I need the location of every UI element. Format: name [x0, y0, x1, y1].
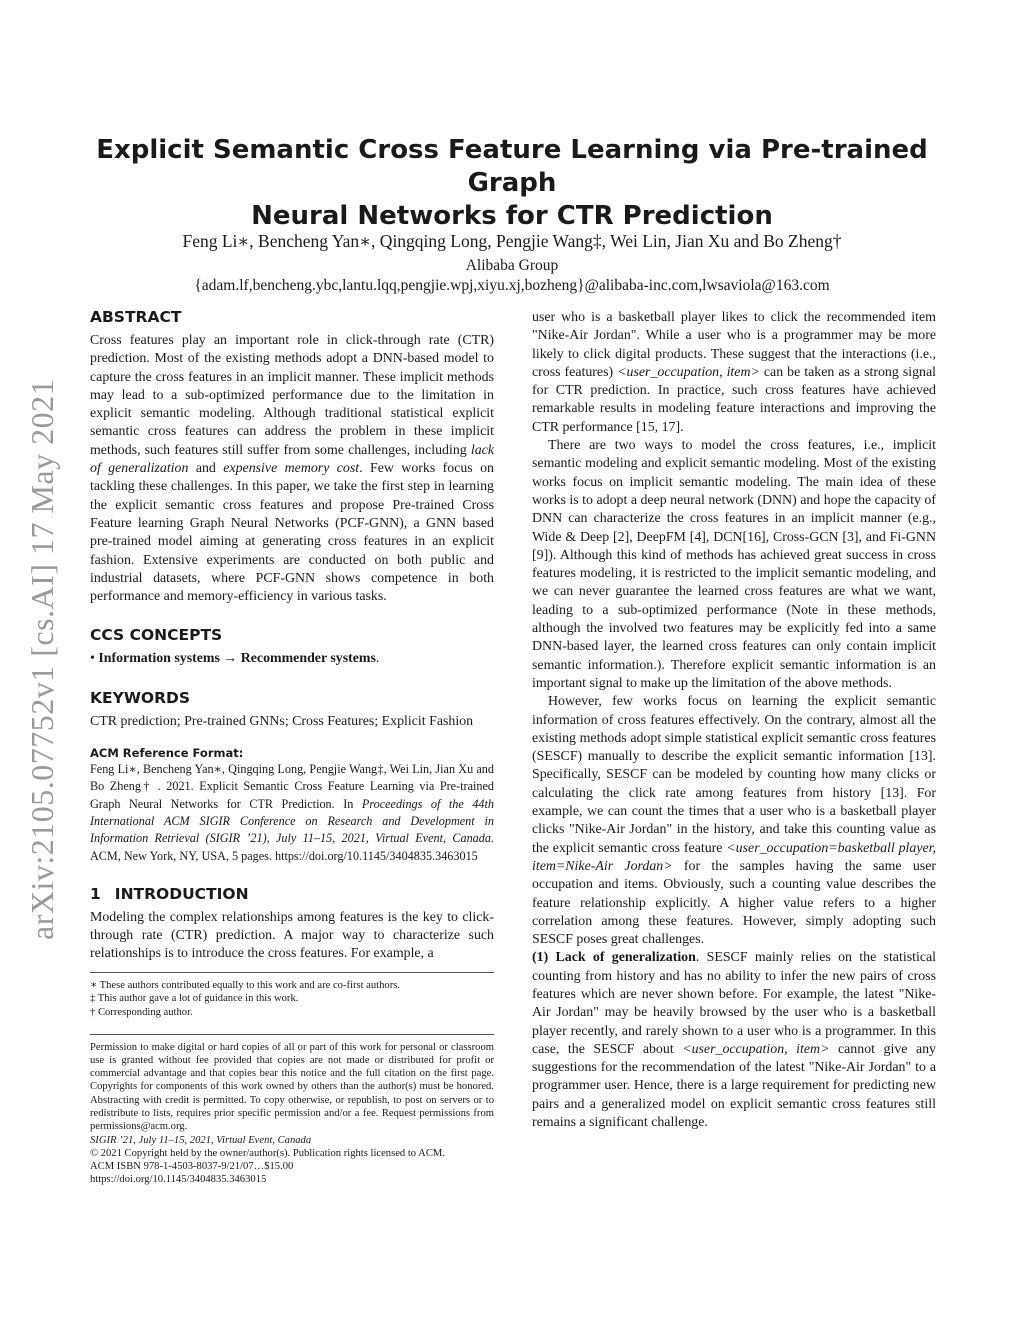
keywords-heading: KEYWORDS [90, 688, 191, 707]
intro-continued-paragraph [532, 309, 936, 437]
section-number: 1 [90, 884, 101, 903]
intro-cont-part-1: user who is a basketball player likes to click the recommended item "Nike-Air Jordan". While a user who is a programmer may be more likely to click digital products. These suggest that the interactions (i.e., cross features) [532, 310, 936, 380]
sescf-paragraph [532, 693, 936, 949]
footnote-co-first: ∗ These authors contributed equally to this work and are co-first authors. [90, 979, 401, 991]
permission-notice: Permission to make digital or hard copies of all or part of this work for personal or classroom use is granted without fee provided that copies are not made or distributed for profit or commercial advantage and that copies bear this notice and the full citation on the first page. Copyrights for components of this work owned by others than the author(s) must be honored. Abstracting with credit is permitted. To copy otherwise, or republish, to post on servers or to redistribute to lists, requires prior specific permission and/or a fee. Request permissions from permissions@acm.org. [90, 1041, 494, 1133]
abstract-emphasis-2: expensive memory cost [223, 461, 360, 477]
ccs-heading: CCS CONCEPTS [90, 626, 223, 645]
acm-reference-heading: ACM Reference Format: [90, 746, 244, 761]
generalization-part-2: cannot give any suggestions for the recommendation of the latest "Nike-Air Jordan" to a programmer user. Hence, there is a large requirement for predicting new pairs and a generalized model on explicit semantic cross features still remains a significant challenge. [532, 1041, 936, 1131]
lack-of-generalization-paragraph [532, 949, 936, 1132]
affiliation: Alibaba Group [465, 257, 559, 274]
ccs-item-1: Information systems [98, 651, 220, 667]
author-list: Feng Li∗, Bencheng Yan∗, Qingqing Long, Pengjie Wang‡, Wei Lin, Jian Xu and Bo Zheng† [182, 231, 842, 251]
abstract-part-2: . Few works focus on tackling these challenges. In this paper, we take the first step in learning the explicit semantic cross features and propose Pre-trained Cross Feature learning Graph Neural Networks (PCF-GNN), a GNN based pre-trained model aiming at generating cross features in an explicit fashion. Extensive experiments are conducted on both public and industrial datasets, where PCF-GNN shows competence in both performance and memory-efficiency in various tasks. [90, 461, 494, 605]
ccs-concepts [90, 650, 494, 668]
sescf-part-2: for the samples having the same user occupation and items. Obviously, such a counting value describes the feature relationship explicitly. A higher value refers to a higher correlation among these features. However, simply adopting such SESCF poses great challenges. [532, 858, 936, 948]
footnote-corresponding: † Corresponding author. [90, 1006, 193, 1018]
paper-title [60, 134, 964, 233]
isbn: ACM ISBN 978-1-4503-8037-9/21/07…$15.00 [90, 1161, 294, 1173]
abstract-conjunction: and [188, 461, 224, 477]
left-column [90, 306, 494, 1187]
title-line-1: Explicit Semantic Cross Feature Learning via Pre-trained Graph [96, 135, 928, 198]
acm-reference-text [90, 761, 494, 865]
acm-reference-authors: Feng Li∗, Bencheng Yan∗, Qingqing Long, Pengjie Wang‡, Wei Lin, Jian Xu and Bo Zheng† . 2021. Explicit Semantic Cross Feature Learning via Pre-trained Graph Neural Networks for CTR Prediction. In [90, 762, 494, 811]
introduction-paragraph: Modeling the complex relationships among features is the key to click-through rate (CTR) prediction. A major way to characterize such relationships is to introduce the cross features. For example, a [90, 909, 494, 962]
abstract-emphasis-1: lack of generalization [90, 442, 494, 477]
generalization-emphasis: <user_occupation, item> [682, 1041, 830, 1057]
permission-divider [90, 1034, 494, 1035]
title-line-2: Neural Networks for CTR Prediction [251, 201, 773, 231]
implicit-modeling-paragraph: There are two ways to model the cross features, i.e., implicit semantic modeling and explicit semantic modeling. Most of the existing works focus on implicit semantic modeling. The main idea of these works is to adopt a deep neural network (DNN) and hope the capacity of DNN can characterize the cross features in an implicit manner (e.g., Wide & Deep [2], DeepFM [4], DCN[16], Cross-GCN [3], and Fi-GNN [9]). Although this kind of methods has achieved great success in cross features modeling, it is restricted to the implicit semantic modeling, and we can never guarantee the learned cross features are what we want, leading to a sub-optimized performance (Note in these methods, although the involved two features may be explicitly fed into a same DNN-based layer, the learned cross features can only contain implicit semantic information.). Therefore explicit semantic information is an important signal to make up the limitation of the above methods. [532, 438, 936, 691]
generalization-part-1: . SESCF mainly relies on the statistical counting from history and has no ability to infer the new pairs of cross features which are never shown before. For example, the latest "Nike-Air Jordan" may be heavily browsed by the user who is a basketball player recently, and rarely shown to a user who is a programmer. In this case, the SESCF about [532, 950, 937, 1057]
intro-cont-emphasis: <user_occupation, item> [617, 364, 760, 380]
acm-reference-venue: Proceedings of the 44th International ACM SIGIR Conference on Research and Development in Information Retrieval (SIGIR ’21), July 11–15, 2021, Virtual Event, Canada. [90, 796, 494, 846]
doi-link[interactable]: https://doi.org/10.1145/3404835.3463015 [90, 1174, 267, 1186]
sescf-emphasis: <user_occupation=basketball player, item=Nike-Air Jordan> [532, 840, 937, 874]
right-column [532, 309, 936, 1132]
footnote-guidance: ‡ This author gave a lot of guidance in this work. [90, 993, 299, 1005]
intro-cont-part-2: can be taken as a strong signal for CTR prediction. In practice, such cross features have achieved remarkable results in modeling feature interactions and improving the CTR performance [15, 17]. [532, 364, 937, 435]
abstract-heading: ABSTRACT [90, 308, 182, 326]
abstract-part-1: Cross features play an important role in click-through rate (CTR) prediction. Most of the existing methods adopt a DNN-based model to capture the cross features in an implicit manner. These implicit methods may lead to a sub-optimized performance due to the limitation in explicit semantic modeling. Although traditional statistical explicit semantic cross features can address the problem in these implicit methods, such features still suffer from some challenges, including [90, 333, 494, 458]
challenge-label: (1) Lack of generalization [532, 950, 696, 966]
footnote-divider [90, 972, 494, 973]
conference-venue: SIGIR ’21, July 11–15, 2021, Virtual Event, Canada [90, 1134, 312, 1146]
conference-info [90, 1134, 494, 1147]
arxiv-identifier: arXiv:2105.07752v1 [cs.AI] 17 May 2021 [24, 378, 60, 940]
ccs-arrow: → [219, 651, 241, 667]
ccs-item-2: Recommender systems [240, 651, 376, 667]
abstract-text [90, 332, 494, 606]
introduction-heading [90, 883, 494, 905]
ccs-bullet: • [90, 651, 99, 667]
copyright-notice: © 2021 Copyright held by the owner/author(s). Publication rights licensed to ACM. [90, 1147, 445, 1159]
sescf-part-1: However, few works focus on learning the explicit semantic information of cross features effectively. On the contrary, almost all the existing methods adopt simple statistical explicit semantic cross features (SESCF) manually to describe the explicit semantic information [13]. Specifically, SESCF can be modeled by counting how many clicks or calculating the click rate among features from history [13]. For example, we can count the times that a user who is a basketball player clicks "Nike-Air Jordan" in the history, and take this counting value as the explicit semantic cross feature [532, 694, 936, 856]
acm-reference-publisher: ACM, New York, NY, USA, 5 pages. https://doi.org/10.1145/3404835.3463015 [90, 848, 478, 863]
keywords-text: CTR prediction; Pre-trained GNNs; Cross Features; Explicit Fashion [90, 713, 474, 729]
author-emails: {adam.lf,bencheng.ybc,lantu.lqq,pengjie.wpj,xiyu.xj,bozheng}@alibaba-inc.com,lwsaviola@163.com [194, 277, 830, 294]
section-title: INTRODUCTION [114, 884, 249, 903]
ccs-end: . [375, 651, 380, 667]
